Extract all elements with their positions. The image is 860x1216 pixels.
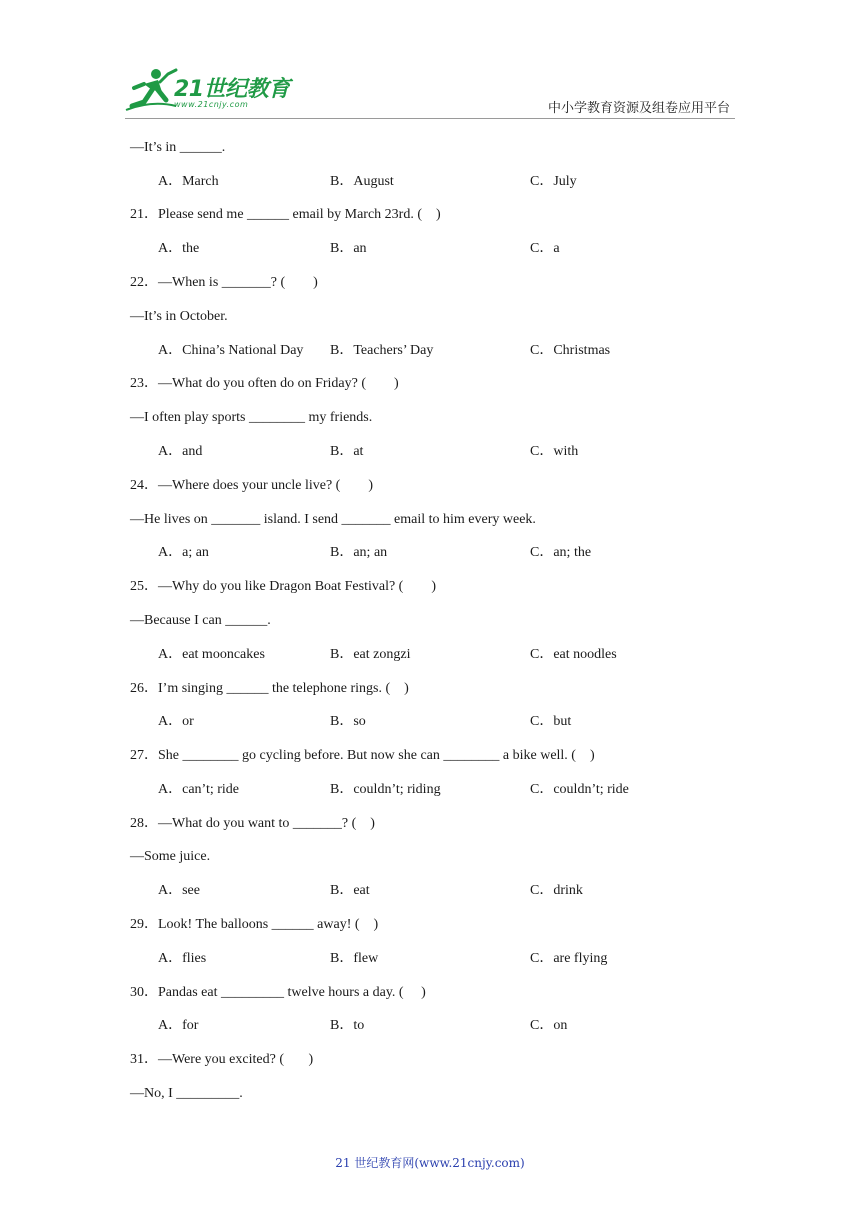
question-22: 22．—When is _______? ( ) (130, 275, 318, 290)
option-b[interactable]: B．at (330, 444, 364, 459)
option-c[interactable]: C．couldn’t; ride (530, 782, 629, 797)
option-c[interactable]: C．with (530, 444, 579, 459)
question-28: 28．—What do you want to _______? ( ) (130, 816, 375, 831)
option-c[interactable]: C．July (530, 174, 577, 189)
option-b[interactable]: B．an (330, 241, 367, 256)
logo-text: 21世纪教育 (174, 77, 290, 102)
question-30: 30．Pandas eat _________ twelve hours a day. ( ) (130, 985, 426, 1000)
option-a[interactable]: A．flies (158, 951, 207, 966)
option-b[interactable]: B．an; an (330, 545, 388, 560)
option-a[interactable]: A．see (158, 883, 200, 898)
question-31: 31．—Were you excited? ( ) (130, 1052, 314, 1067)
logo-url: www.21cnjy.com (174, 100, 249, 109)
option-a[interactable]: A．can’t; ride (158, 782, 239, 797)
option-c[interactable]: C．a (530, 241, 560, 256)
answer-line: —No, I _________. (130, 1086, 243, 1101)
option-c[interactable]: C．eat noodles (530, 647, 617, 662)
platform-tagline: 中小学教育资源及组卷应用平台 (548, 101, 731, 116)
option-c[interactable]: C．but (530, 714, 572, 729)
question-21: 21．Please send me ______ email by March 23rd. ( ) (130, 207, 441, 222)
option-a[interactable]: A．and (158, 444, 203, 459)
option-b[interactable]: B．August (330, 174, 394, 189)
option-b[interactable]: B．Teachers’ Day (330, 343, 434, 358)
option-b[interactable]: B．eat (330, 883, 370, 898)
answer-line: —Because I can ______. (130, 613, 271, 628)
option-a[interactable]: A．the (158, 241, 200, 256)
option-b[interactable]: B．couldn’t; riding (330, 782, 441, 797)
page-footer[interactable]: 21 世纪教育网(www.21cnjy.com) (335, 1156, 525, 1170)
option-c[interactable]: C．on (530, 1018, 568, 1033)
option-b[interactable]: B．eat zongzi (330, 647, 411, 662)
runner-icon (122, 66, 178, 116)
page-header (0, 0, 860, 130)
question-24: 24．—Where does your uncle live? ( ) (130, 478, 373, 493)
option-a[interactable]: A．a; an (158, 545, 209, 560)
option-a[interactable]: A．or (158, 714, 194, 729)
answer-line: —It’s in ______. (130, 140, 226, 155)
question-29: 29．Look! The balloons ______ away! ( ) (130, 917, 379, 932)
option-c[interactable]: C．Christmas (530, 343, 611, 358)
answer-line: —Some juice. (130, 849, 211, 864)
question-27: 27．She ________ go cycling before. But now she can ________ a bike well. ( ) (130, 748, 595, 763)
site-logo[interactable] (122, 66, 292, 116)
header-divider (125, 118, 735, 119)
option-c[interactable]: C．are flying (530, 951, 608, 966)
question-23: 23．—What do you often do on Friday? ( ) (130, 376, 399, 391)
question-25: 25．—Why do you like Dragon Boat Festival? ( ) (130, 579, 437, 594)
option-a[interactable]: A．March (158, 174, 219, 189)
answer-line: —I often play sports ________ my friends. (130, 410, 373, 425)
answer-line: —He lives on _______ island. I send _______ email to him every week. (130, 512, 536, 527)
option-a[interactable]: A．eat mooncakes (158, 647, 265, 662)
option-a[interactable]: A．China’s National Day (158, 343, 304, 358)
option-b[interactable]: B．flew (330, 951, 379, 966)
question-26: 26．I’m singing ______ the telephone rings. ( ) (130, 681, 409, 696)
option-b[interactable]: B．to (330, 1018, 365, 1033)
option-c[interactable]: C．an; the (530, 545, 592, 560)
option-a[interactable]: A．for (158, 1018, 199, 1033)
option-c[interactable]: C．drink (530, 883, 583, 898)
answer-line: —It’s in October. (130, 309, 228, 324)
option-b[interactable]: B．so (330, 714, 366, 729)
